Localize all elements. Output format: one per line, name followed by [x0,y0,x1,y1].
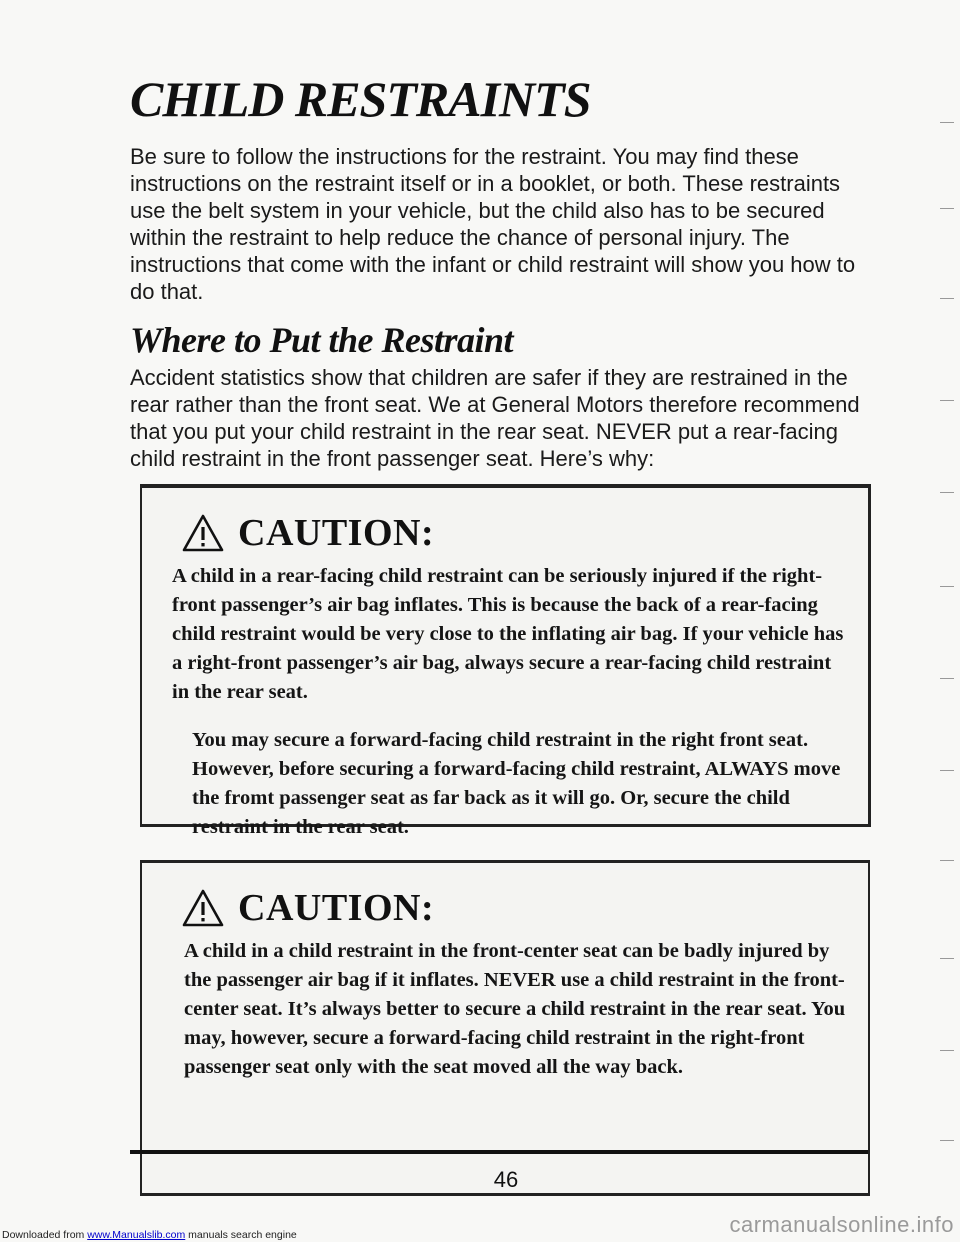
section-title: Where to Put the Restraint [130,320,514,360]
caution-label: CAUTION: [238,887,435,929]
caution-text-secondary: You may secure a forward-facing child restraint in the right front seat. However, before securing a forward-facing child restraint, ALWAYS move the fromt passenger seat as far back as it will go. Or, secure the child restraint in the rear seat. [192,729,841,838]
caution-label: CAUTION: [238,512,435,554]
margin-tick [940,1050,954,1051]
margin-tick [940,770,954,771]
margin-tick [940,122,954,123]
page-number: 46 [493,1167,519,1192]
margin-tick [940,492,954,493]
margin-tick [940,1140,954,1141]
intro-paragraph: Be sure to follow the instructions for the restraint. You may find these instructions on the restraint itself or in a booklet, or both. These restraints use the belt system in your vehicle, but the child also has to be secured within the restraint to help reduce the chance of personal injury. The instructions that come with the infant or child restraint will show you how to do that. [130,144,856,304]
warning-triangle-icon [182,889,224,927]
margin-tick [940,958,954,959]
site-watermark: carmanualsonline.info [729,1212,954,1237]
manualslib-link[interactable]: www.Manualslib.com [87,1229,186,1241]
watermark-prefix: Downloaded from [2,1229,88,1241]
caution-box-rear-facing [140,484,871,838]
margin-tick [940,208,954,209]
caution-text-primary: A child in a child restraint in the front-center seat can be badly injured by the passenger air bag if it inflates. NEVER use a child restraint in the front-center seat. It’s always better to secure a child restraint in the rear seat. You may, however, secure a forward-facing child restraint in the right-front passenger seat only with the seat moved all the way back. [184,940,846,1078]
caution-box-front-center [140,860,870,1196]
download-watermark [2,1229,297,1241]
caution-text-primary: A child in a rear-facing child restraint can be seriously injured if the right-front passenger’s air bag inflates. This is because the back of a rear-facing child restraint would be very close to the inflating air bag. If your vehicle has a right-front passenger’s air bag, always secure a rear-facing child restraint in the rear seat. [172,565,844,703]
section-paragraph: Accident statistics show that children are safer if they are restrained in the rear rather than the front seat. We at General Motors therefore recommend that you put your child restraint in the rear seat. NEVER put a rear-facing child restraint in the front passenger seat. Here’s why: [130,365,860,471]
margin-tick [940,298,954,299]
margin-tick [940,860,954,861]
watermark-suffix: manuals search engine [185,1229,297,1241]
warning-triangle-icon [182,514,224,552]
footer-divider [130,1150,868,1154]
page-title: CHILD RESTRAINTS [130,71,591,127]
margin-tick [940,586,954,587]
margin-tick [940,400,954,401]
caution-heading [182,889,434,927]
margin-tick [940,678,954,679]
caution-heading [182,514,434,552]
